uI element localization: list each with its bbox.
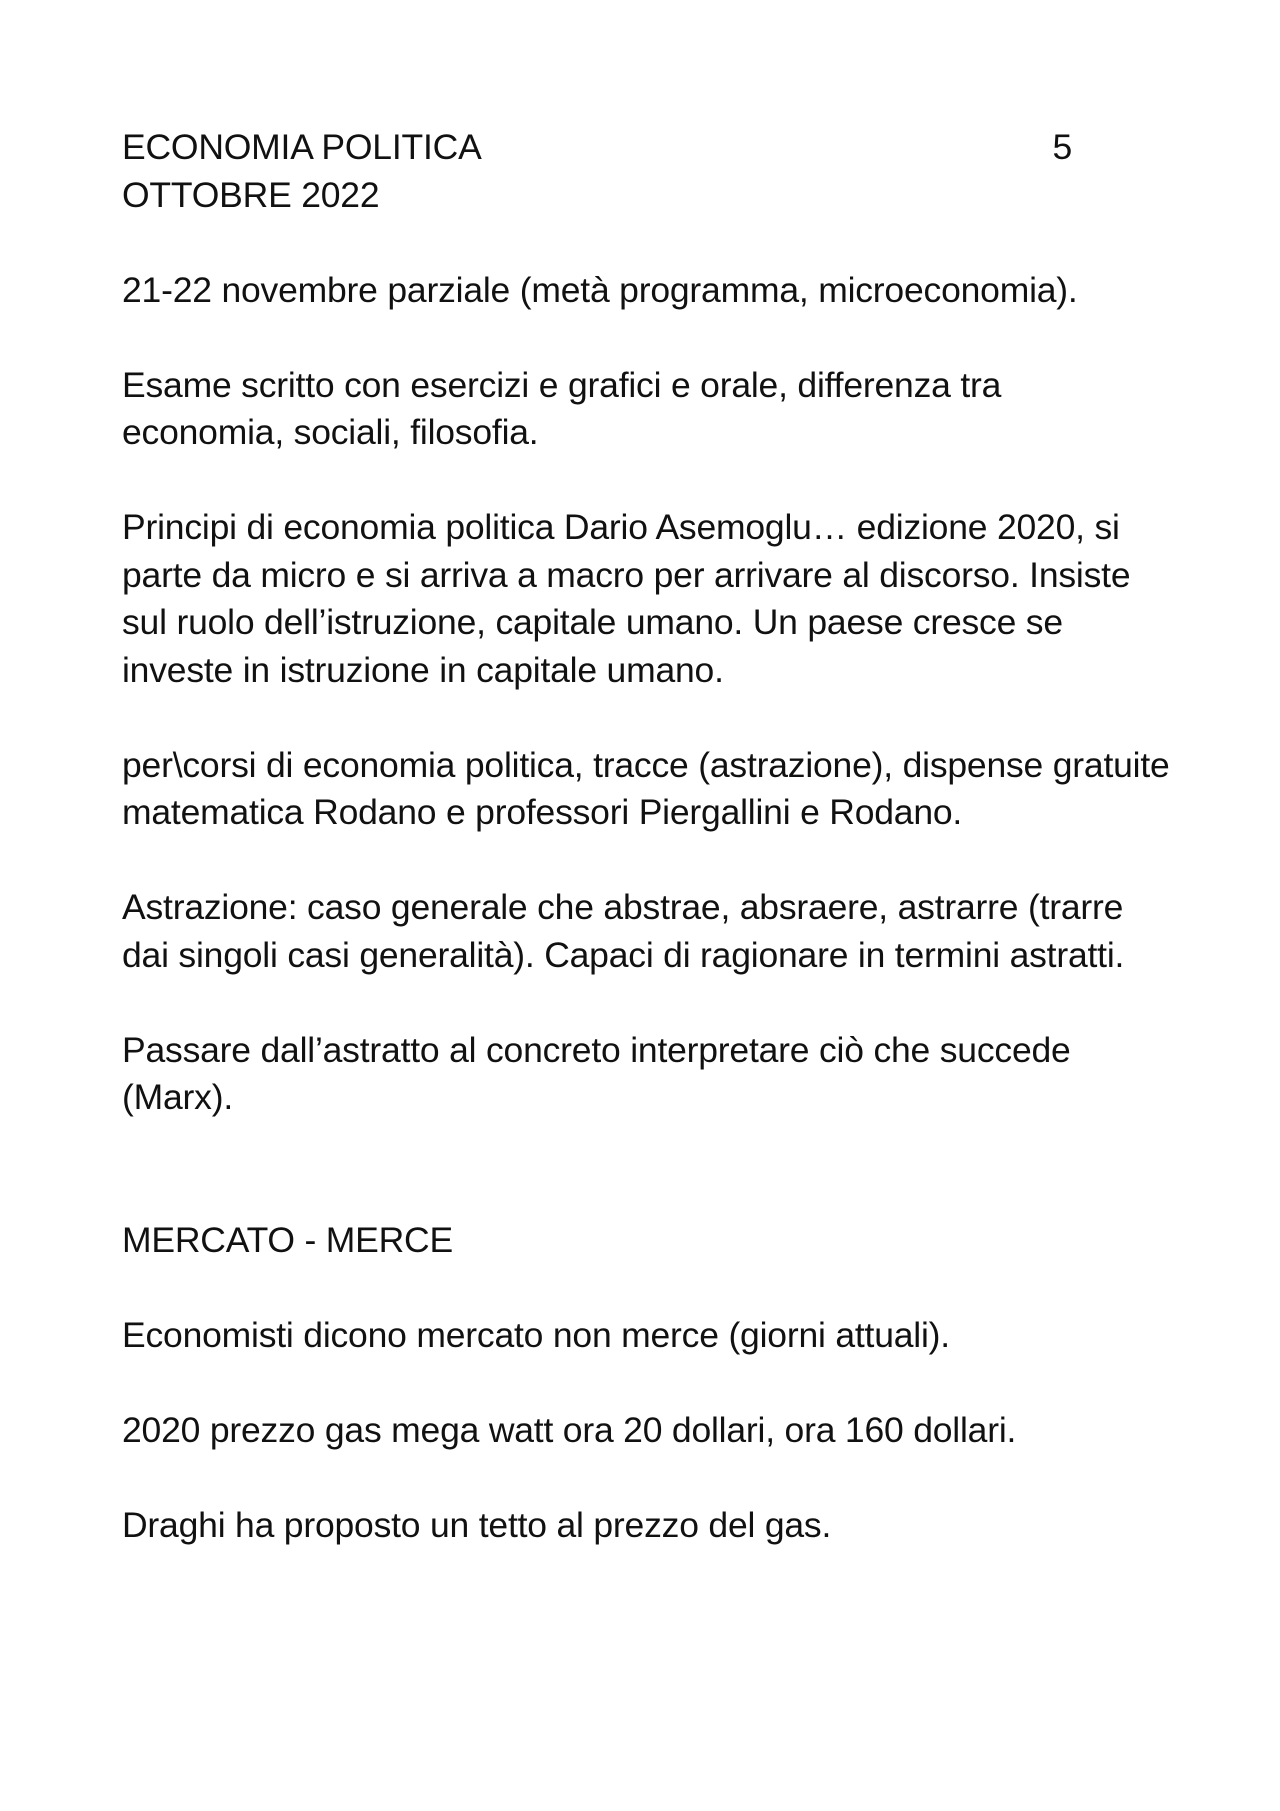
paragraph-exam-format: Esame scritto con esercizi e grafici e orale, differenza tra economia, sociali, filosofia.: [122, 364, 1002, 452]
paragraph-gas-price: 2020 prezzo gas mega watt ora 20 dollari, ora 160 dollari.: [122, 1409, 1017, 1450]
page-content: [122, 124, 1172, 1597]
paragraph-concrete: Passare dall’astratto al concreto interpretare ciò che succede (Marx).: [122, 1029, 1071, 1117]
document-header: [122, 124, 1072, 219]
date-month-year: OTTOBRE 2022: [122, 174, 380, 215]
date-day: 5: [1052, 127, 1072, 167]
subject-title: ECONOMIA POLITICA: [122, 127, 482, 167]
paragraph-exam-date: 21-22 novembre parziale (metà programma, microeconomia).: [122, 269, 1078, 310]
paragraph-materials: per\corsi di economia politica, tracce (astrazione), dispense gratuite matematica Rodano e professori Piergallini e Rodano.: [122, 744, 1170, 832]
paragraph-draghi: Draghi ha proposto un tetto al prezzo del gas.: [122, 1504, 832, 1545]
paragraph-textbook: Principi di economia politica Dario Asemoglu… edizione 2020, si parte da micro e si arriva a macro per arrivare al discorso. Insiste sul ruolo dell’istruzione, capitale umano. Un paese cresce se investe in istruzione in capitale umano.: [122, 507, 1131, 690]
paragraph-economists: Economisti dicono mercato non merce (giorni attuali).: [122, 1314, 950, 1355]
section-heading: MERCATO - MERCE: [122, 1219, 453, 1260]
paragraph-abstraction: Astrazione: caso generale che abstrae, absraere, astrarre (trarre dai singoli casi generalità). Capaci di ragionare in termini astratti.: [122, 887, 1125, 975]
